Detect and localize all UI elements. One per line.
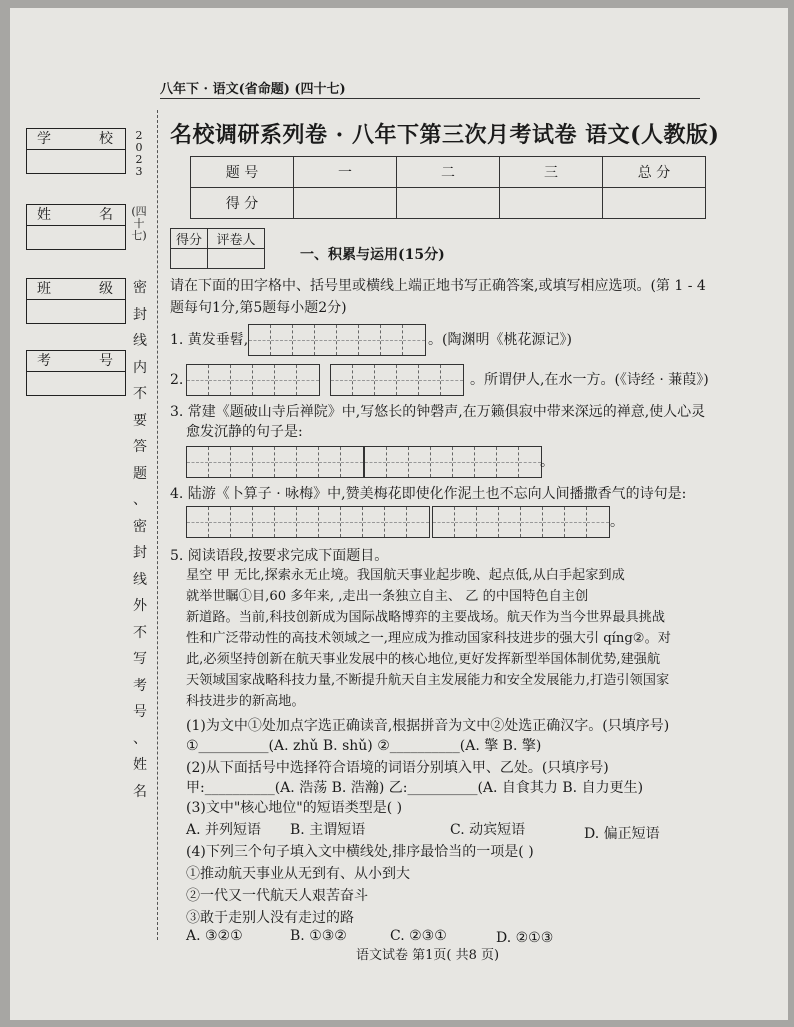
question-2-suffix: 。所谓伊人,在水一方。(《诗经 · 蒹葭》) xyxy=(470,372,709,388)
answer-grid[interactable] xyxy=(186,364,320,396)
option[interactable]: D. 偏正短语 xyxy=(584,826,660,842)
passage-line: 此,必须坚持创新在航天事业发展中的核心地位,更好发挥新型举国体制优势,建强航 xyxy=(186,652,661,667)
class-field[interactable] xyxy=(26,278,126,324)
option[interactable]: A. 并列短语 xyxy=(186,822,262,838)
score-cell[interactable] xyxy=(500,188,603,219)
question-3-line: 愈发沉静的句子是: xyxy=(186,424,303,440)
answer-grid[interactable] xyxy=(432,506,610,538)
passage-line: 新道路。当前,科技创新成为国际战略博弈的主要战场。航天作为当今世界最具挑战 xyxy=(186,610,665,625)
passage-line: 星空 甲 无比,探索永无止境。我国航天事业起步晚、起点低,从白手起家到成 xyxy=(186,568,625,583)
subquestion-3: (3)文中"核心地位"的短语类型是( ) xyxy=(186,800,403,816)
school-label: 校 xyxy=(99,131,113,147)
passage-line: 天领域国家战略科技力量,不断提升航天自主发展能力和安全发展能力,打造引领国家 xyxy=(186,673,670,688)
class-label: 级 xyxy=(99,281,113,297)
instruction-line: 请在下面的田字格中、括号里或横线上端正地书写正确答案,或填写相应选项。(第 1 - 4 xyxy=(170,278,706,294)
score-header-cell: 三 xyxy=(500,157,603,188)
sentence-option: ③敢于走别人没有走过的路 xyxy=(186,910,354,926)
question-1-prefix: 1. 黄发垂髫, xyxy=(170,332,249,348)
exam-number-label: 考 xyxy=(37,353,51,369)
grader-score-label: 得分 xyxy=(171,229,208,249)
option[interactable]: C. ②③① xyxy=(390,928,447,944)
punctuation: 。 xyxy=(610,514,624,530)
subquestion-1: (1)为文中①处加点字选正确读音,根据拼音为文中②处选正确汉字。(只填序号) xyxy=(186,718,670,734)
score-header-cell: 总 分 xyxy=(603,157,706,188)
section-heading: 一、积累与运用(15分) xyxy=(300,247,445,263)
score-header-cell: 题 号 xyxy=(191,157,294,188)
passage-line: 性和广泛带动性的高技术领域之一,理应成为推动国家科技进步的强大引 qíng②。对 xyxy=(186,631,671,646)
score-header-cell: 一 xyxy=(294,157,397,188)
passage-line: 就举世瞩①目,60 多年来, ,走出一条独立自主、 乙 的中国特色自主创 xyxy=(186,589,589,604)
name-label: 姓 xyxy=(37,207,51,223)
grader-name-label: 评卷人 xyxy=(208,229,265,249)
option[interactable]: C. 动宾短语 xyxy=(450,822,526,838)
question-1-suffix: 。(陶渊明《桃花源记》) xyxy=(428,332,572,348)
score-cell[interactable] xyxy=(397,188,500,219)
grader-score-cell[interactable] xyxy=(171,249,208,269)
question-5-intro: 5. 阅读语段,按要求完成下面题目。 xyxy=(170,548,389,564)
option[interactable]: D. ②①③ xyxy=(496,930,554,946)
year-vertical: 2 0 2 3 xyxy=(135,129,143,178)
subquestion-2: (2)从下面括号中选择符合语境的词语分别填入甲、乙处。(只填序号) xyxy=(186,760,609,776)
seal-line xyxy=(157,110,158,940)
series-number-vertical: (四十七) xyxy=(131,205,147,242)
subquestion-4: (4)下列三个句子填入文中横线处,排序最恰当的一项是( ) xyxy=(186,844,534,860)
sentence-option: ②一代又一代航天人艰苦奋斗 xyxy=(186,888,368,904)
option[interactable]: B. 主谓短语 xyxy=(290,822,366,838)
class-label: 班 xyxy=(37,281,51,297)
option[interactable]: A. ③②① xyxy=(186,928,243,944)
score-cell[interactable] xyxy=(294,188,397,219)
subquestion-2-answers[interactable]: 甲:__________(A. 浩荡 B. 浩瀚) 乙:__________(A. 自食其力 B. 自力更生) xyxy=(186,780,644,796)
question-4-line: 4. 陆游《卜算子 · 咏梅》中,赞美梅花即使化作泥土也不忘向人间播撒香气的诗句是: xyxy=(170,486,687,502)
answer-grid[interactable] xyxy=(330,364,464,396)
score-cell[interactable] xyxy=(603,188,706,219)
sentence-option: ①推动航天事业从无到有、从小到大 xyxy=(186,866,410,882)
answer-grid[interactable] xyxy=(364,446,542,478)
seal-notice: 密 封 线 内 不 要 答 题 、 密 封 线 外 不 写 考 号 、 姓 名 xyxy=(133,280,147,800)
score-table xyxy=(190,156,706,219)
grader-box xyxy=(170,228,265,269)
answer-grid[interactable] xyxy=(248,324,426,356)
name-field[interactable] xyxy=(26,204,126,250)
answer-grid[interactable] xyxy=(186,446,364,478)
passage-line: 科技进步的新高地。 xyxy=(186,694,305,709)
page-title: 名校调研系列卷 · 八年下第三次月考试卷 语文(人教版) xyxy=(170,122,720,148)
page-footer: 语文试卷 第1页( 共8 页) xyxy=(356,948,500,963)
instruction-line: 题每句1分,第5题每小题2分) xyxy=(170,300,347,316)
school-field[interactable] xyxy=(26,128,126,174)
name-label: 名 xyxy=(99,207,113,223)
punctuation: 。 xyxy=(540,454,554,470)
school-label: 学 xyxy=(37,131,51,147)
score-row-label: 得 分 xyxy=(191,188,294,219)
header-divider xyxy=(160,98,700,99)
answer-grid[interactable] xyxy=(186,506,430,538)
question-3-line: 3. 常建《题破山寺后禅院》中,写悠长的钟磬声,在万籁俱寂中带来深远的禅意,使人心灵 xyxy=(170,404,706,420)
grader-name-cell[interactable] xyxy=(208,249,265,269)
series-line: 八年下 · 语文(省命题) (四十七) xyxy=(160,82,346,97)
option[interactable]: B. ①③② xyxy=(290,928,347,944)
score-header-cell: 二 xyxy=(397,157,500,188)
subquestion-1-answers[interactable]: ①__________(A. zhǔ B. shǔ) ②__________(A. 擎 B. 擎) xyxy=(186,738,542,754)
exam-number-field[interactable] xyxy=(26,350,126,396)
question-2-prefix: 2. xyxy=(170,372,184,388)
exam-number-label: 号 xyxy=(99,353,113,369)
